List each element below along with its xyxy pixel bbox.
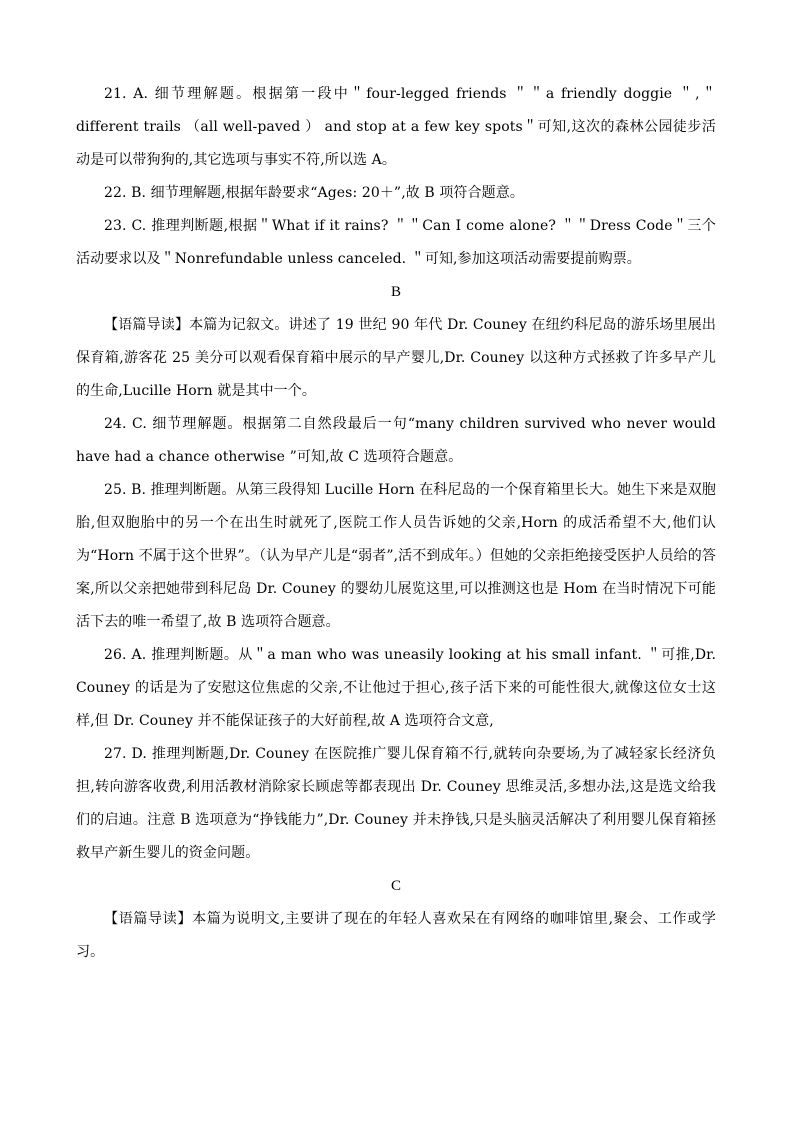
answer-21: 21. A. 细节理解题。根据第一段中＂four-legged friends ＂＂a friendly doggie ＂,＂different trails （all well-paved ） and stop at a few key spots＂可知,这次的森林公园徒步活动是可以带狗狗的,其它选项与事实不符,所以选 A。 xyxy=(76,86,716,168)
answer-key-page xyxy=(76,78,716,969)
section-heading-b: B xyxy=(390,284,401,300)
reading-guide-b: 【语篇导读】本篇为记叙文。讲述了 19 世纪 90 年代 Dr. Couney 在纽约科尼岛的游乐场里展出保育箱,游客花 25 美分可以观看保育箱中展示的早产婴儿,Dr. Couney 以这种方式拯救了许多早产儿的生命,Lucille Horn 就是其中一个。 xyxy=(76,317,716,399)
answer-24: 24. C. 细节理解题。根据第二自然段最后一句“many children survived who never would have had a chance otherwise ”可知,故 C 选项符合题意。 xyxy=(76,416,716,465)
answer-25: 25. B. 推理判断题。从第三段得知 Lucille Horn 在科尼岛的一个保育箱里长大。她生下来是双胞胎,但双胞胎中的另一个在出生时就死了,医院工作人员告诉她的父亲,Horn 的成活希望不大,他们认为“Horn 不属于这个世界”。（认为早产儿是“弱者”,活不到成年。）但她的父亲拒绝接受医护人员给的答案,所以父亲把她带到科尼岛 Dr. Couney 的婴幼儿展览这里,可以推测这也是 Hom 在当时情况下可能活下去的唯一希望了,故 B 选项符合题意。 xyxy=(76,482,716,630)
answer-27: 27. D. 推理判断题,Dr. Couney 在医院推广婴儿保育箱不行,就转向杂要场,为了减轻家长经济负担,转向游客收费,利用活教材消除家长顾虑等都表现出 Dr. Couney 思维灵活,多想办法,这是选文给我们的启迪。注意 B 选项意为“挣钱能力”,Dr. Couney 并未挣钱,只是头脑灵活解决了利用婴儿保育箱拯救早产新生婴儿的资金问题。 xyxy=(76,746,716,861)
answer-26: 26. A. 推理判断题。从＂a man who was uneasily looking at his small infant. ＂可推,Dr. Couney 的话是为了安慰这位焦虑的父亲,不让他过于担心,孩子活下来的可能性很大,就像这位女士这样,但 Dr. Couney 并不能保证孩子的大好前程,故 A 选项符合文意, xyxy=(76,647,716,729)
answer-22: 22. B. 细节理解题,根据年龄要求“Ages: 20＋”,故 B 项符合题意。 xyxy=(104,185,524,201)
answer-23: 23. C. 推理判断题,根据＂What if it rains? ＂＂Can I come alone? ＂＂Dress Code＂三个活动要求以及＂Nonrefundable unless canceled. ＂可知,参加这项活动需要提前购票。 xyxy=(76,218,716,267)
section-heading-c: C xyxy=(390,878,401,894)
reading-guide-c: 【语篇导读】本篇为说明文,主要讲了现在的年轻人喜欢呆在有网络的咖啡馆里,聚会、工作或学习。 xyxy=(76,911,716,960)
